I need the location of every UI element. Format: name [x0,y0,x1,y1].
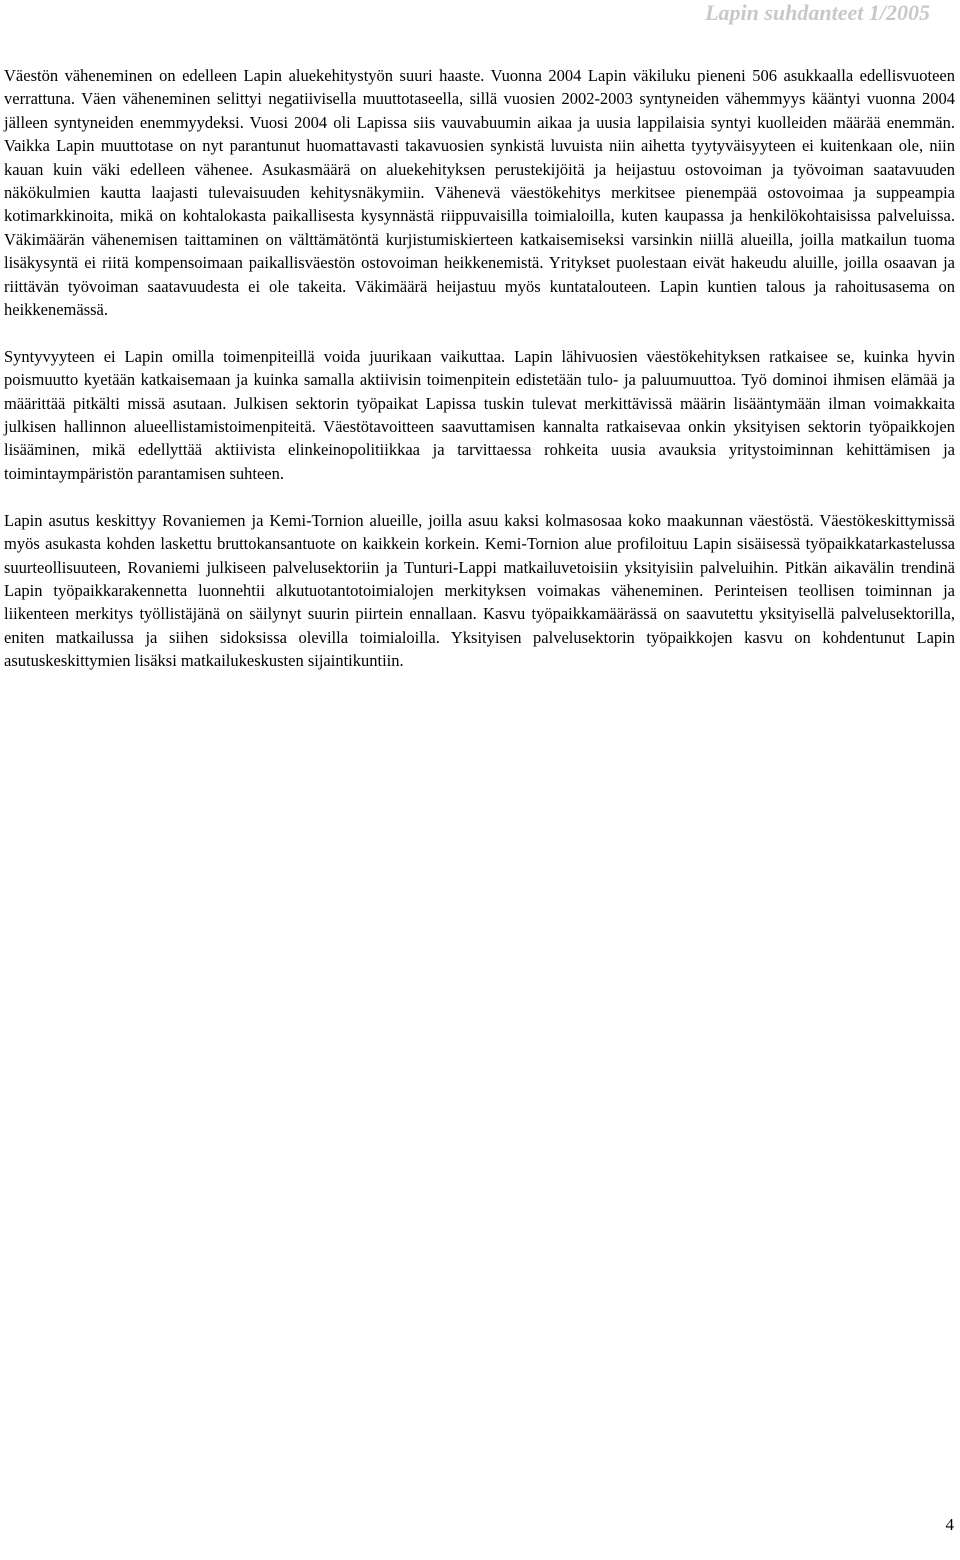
running-header-title: Lapin suhdanteet 1/2005 [705,0,930,25]
paragraph-birth-rate-migration: Syntyvyyteen ei Lapin omilla toimenpiteillä voida juurikaan vaikuttaa. Lapin lähivuosien väestökehityksen ratkaisee se, kuinka hyvin poismuutto kyetään katkaisemaan ja kuinka samalla aktiivisin toimenpitein edistetään tulo- ja paluumuuttoa. Työ dominoi ihmisen elämää ja määrittää pitkälti missä asutaan. Julkisen sektorin työpaikat Lapissa tuskin tulevat merkittävissä määrin lisääntymään ilman voimakkaita julkisen hallinnon alueellistamistoimenpiteitä. Väestötavoitteen saavuttamisen kannalta ratkaisevaa onkin yksityisen sektorin työpaikkojen lisääminen, mikä edellyttää aktiivista elinkeinopolitiikkaa ja tarvittaessa rohkeita uusia avauksia yritystoiminnan kehittämisen ja toimintaympäristön parantamisen suhteen. [4,346,955,483]
paragraph-settlement-concentration: Lapin asutus keskittyy Rovaniemen ja Kemi-Tornion alueille, joilla asuu kaksi kolmasosaa koko maakunnan väestöstä. Väestökeskittymissä myös asukasta kohden laskettu bruttokansantuote on kaikkein korkein. Kemi-Tornion alue profiloituu Lapin sisäisessä työpaikkatarkastelussa suurteollisuuteen, Rovaniemi julkiseen palvelusektoriin ja Tunturi-Lappi matkailuvetoisiin yksityisiin palveluihin. Pitkän aikavälin trendinä Lapin työpaikkarakennetta luonnehtii alkutuotantotoimialojen merkityksen voimakas väheneminen. Perinteisen teollisen toiminnan ja liikenteen merkitys työllistäjänä on säilynyt suurin piirtein ennallaan. Kasvu työpaikkamäärässä on saavutettu yksityisellä palvelusektorilla, eniten matkailussa ja siihen sidoksissa olevilla toimialoilla. Yksityisen palvelusektorin työpaikkojen kasvu on kohdentunut Lapin asutuskeskittymien lisäksi matkailukeskusten sijaintikuntiin. [4,510,955,671]
document-body [4,64,955,673]
paragraph-population-decline: Väestön väheneminen on edelleen Lapin aluekehitystyön suuri haaste. Vuonna 2004 Lapin väkiluku pieneni 506 asukkaalla edellisvuoteen verrattuna. Väen väheneminen selittyi negatiivisella muuttotaseella, sillä vuosien 2002-2003 syntyneiden vähemmyys kääntyi vuonna 2004 jälleen syntyneiden enemmyydeksi. Vuosi 2004 oli Lapissa siis vauvabuumin aikaa ja uusia lappilaisia syntyi kuolleiden määrää enemmän. Vaikka Lapin muuttotase on nyt parantunut huomattavasti takavuosien synkistä luvuista niin aihetta tyytyväisyyteen ei kuitenkaan ole, niin kauan kuin väki edelleen vähenee. Asukasmäärä on aluekehityksen perustekijöitä ja heijastuu ostovoiman ja työvoiman saatavuuden näkökulmien kautta laajasti tulevaisuuden kehitysnäkymiin. Vähenevä väestökehitys merkitsee pienempää ostovoimaa ja suppeampia kotimarkkinoita, mikä on kohtalokasta paikallisesta kysynnästä riippuvaisilla toimialoilla, kuten kaupassa ja henkilökohtaisissa palveluissa. Väkimäärän vähenemisen taittaminen on välttämätöntä kurjistumiskierteen katkaisemiseksi varsinkin niillä alueilla, joilla matkailun tuoma lisäkysyntä ei riitä kompensoimaan paikallisväestön ostovoiman heikkenemistä. Yritykset puolestaan eivät hakeudu aluille, joilla osaavan ja riittävän työvoiman saatavuudesta ei ole takeita. Väkimäärä heijastuu myös kuntatalouteen. Lapin kuntien talous ja rahoitusasema on heikkenemässä. [4,66,955,320]
page-number: 4 [945,1515,954,1534]
